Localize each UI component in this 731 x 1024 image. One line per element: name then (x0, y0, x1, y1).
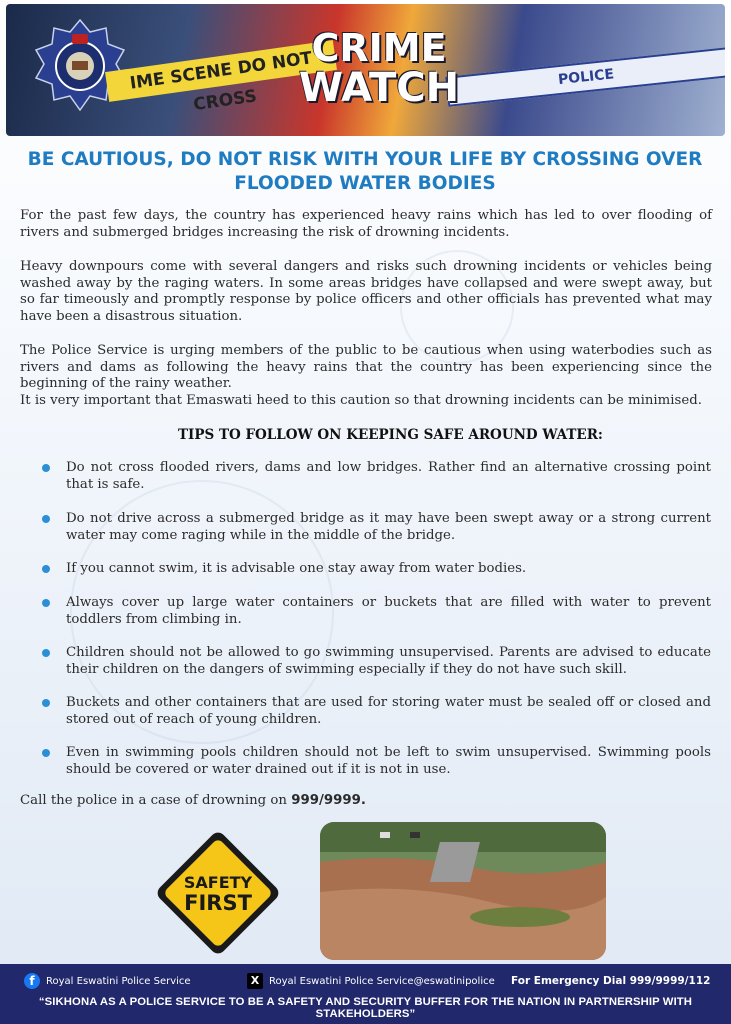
bullet-icon (42, 599, 50, 607)
call-police-line (20, 793, 366, 808)
tip-item (66, 745, 711, 778)
police-tape (445, 47, 725, 107)
tip-text: Do not cross flooded rivers, dams and low bridges. Rather find an alternative crossing point that is safe. (66, 460, 711, 492)
tip-item (66, 561, 711, 578)
footer-bar (0, 964, 731, 1024)
bullet-icon (42, 699, 50, 707)
page-heading: BE CAUTIOUS, DO NOT RISK WITH YOUR LIFE BY CROSSING OVER FLOODED WATER BODIES (27, 149, 703, 194)
tip-item (66, 511, 711, 544)
police-tape-text: POLICE (557, 66, 615, 89)
tip-text: If you cannot swim, it is advisable one stay away from water bodies. (66, 561, 527, 576)
facebook-icon: f (24, 973, 40, 989)
x-link[interactable] (247, 973, 495, 989)
paragraph-2: Heavy downpours come with several dangers and risks such drowning incidents or vehicles being washed away by the raging waters. In some areas bridges have collapsed and were swept away, but so far timeously and promptly response by police officers and other officials has prevented what may have been a disastrous situation. (20, 259, 712, 324)
footer-slogan: “SIKHONA AS A POLICE SERVICE TO BE A SAFETY AND SECURITY BUFFER FOR THE NATION IN PARTNERSHIP WITH STAKEHOLDERS” (38, 996, 693, 1020)
paragraph-3: The Police Service is urging members of the public to be cautious when using waterbodies such as rivers and dams as following the heavy rains that the country has been experiencing since the beginning of the rainy weather. (20, 343, 712, 391)
x-label: Royal Eswatini Police Service@eswatinipolice (269, 975, 495, 987)
paragraph-1: For the past few days, the country has experienced heavy rains which has led to over flooding of rivers and submerged bridges increasing the risk of drowning incidents. (20, 208, 712, 240)
safety-line-2: FIRST (184, 891, 252, 915)
safety-line-1: SAFETY (183, 873, 253, 892)
tips-heading: TIPS TO FOLLOW ON KEEPING SAFE AROUND WATER: (178, 427, 603, 443)
tip-text: Buckets and other containers that are used for storing water must be sealed off or closed and stored out of reach of young children. (66, 695, 711, 727)
tip-text: Children should not be allowed to go swimming unsupervised. Parents are advised to educate their children on the dangers of swimming especially if they do not have such skill. (66, 645, 711, 677)
x-icon: X (247, 973, 263, 989)
tip-text: Even in swimming pools children should not be left to swim unsupervised. Swimming pools should be covered or water drained out if it is not in use. (66, 745, 711, 777)
flooded-bridge-photo (320, 822, 606, 960)
emergency-number: 999/9999. (291, 793, 366, 808)
facebook-link[interactable] (24, 973, 191, 989)
tip-item (66, 595, 711, 628)
title-line-2: WATCH (298, 65, 460, 111)
footer-contacts (0, 973, 731, 991)
crime-watch-title (294, 26, 464, 111)
call-text: Call the police in a case of drowning on (20, 793, 292, 808)
emergency-dial: For Emergency Dial 999/9999/112 (511, 975, 711, 987)
crime-watch-banner (6, 4, 725, 136)
crime-scene-tape: IME SCENE DO NOT CROSS (105, 40, 337, 102)
bullet-icon (42, 749, 50, 757)
tip-item (66, 645, 711, 678)
paragraph-4: It is very important that Emaswati heed to this caution so that drowning incidents can be minimised. (20, 393, 702, 408)
safety-first-sign-icon (145, 820, 291, 966)
facebook-label: Royal Eswatini Police Service (46, 975, 191, 987)
bullet-icon (42, 464, 50, 472)
bullet-icon (42, 565, 50, 573)
tip-item (66, 460, 711, 493)
tip-item (66, 695, 711, 728)
bullet-icon (42, 515, 50, 523)
bullet-icon (42, 649, 50, 657)
title-line-1: CRIME (311, 26, 447, 70)
tip-text: Do not drive across a submerged bridge as it may have been swept away or a strong current water may come raging while in the middle of the bridge. (66, 511, 711, 543)
tip-text: Always cover up large water containers or buckets that are filled with water to prevent toddlers from climbing in. (66, 595, 711, 627)
